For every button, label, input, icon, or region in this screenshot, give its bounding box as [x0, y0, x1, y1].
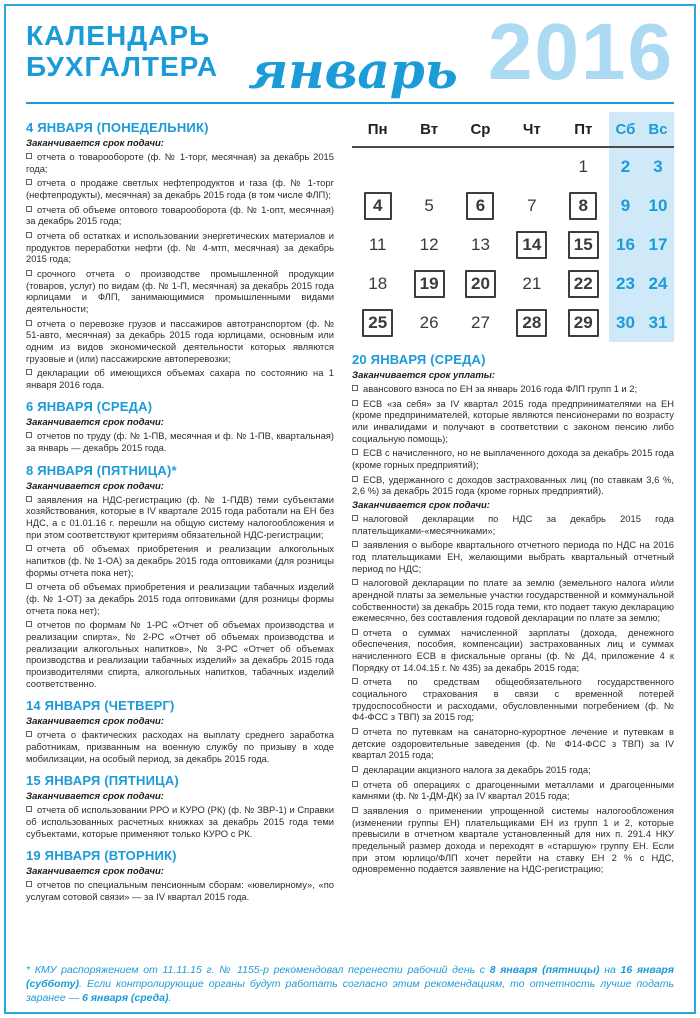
report-item: отчета о суммах начисленной зарплаты (дохода, денежного обеспечения, пособия, компенсации) застрахованных лиц и суммах начисленного ЕСВ в фискальные органы (ф. № Д4, приложение 4 к Порядку от 14.04.15 г. № 435) за декабрь 2015 года; [352, 626, 674, 673]
calendar-week-row [352, 225, 674, 264]
day-header: Пн [352, 112, 403, 147]
checkbox-icon [26, 320, 32, 326]
report-item: ЕСВ «за себя» за IV квартал 2015 года предпринимателями на ЕН (кроме предпринимателей, которые являются пенсионерами по возрасту или инвалидами и получают в соответствии с законом пенсию либо социальную помощь); [352, 397, 674, 444]
checkbox-icon [26, 153, 32, 159]
calendar-day-cell: 17 [642, 225, 674, 264]
footnote-text: на [599, 964, 621, 977]
checkbox-icon [26, 232, 32, 238]
report-item: декларации об имеющихся объемах сахара по состоянию на 1 января 2016 года. [26, 367, 334, 390]
deadline-day-box: 15 [568, 231, 599, 259]
report-item: отчета об объемах приобретения и реализации алкогольных напитков (ф. № 1-ОА) за декабрь 2015 года оптовиками (для розницы формы отчета пока нет); [26, 543, 334, 578]
calendar-section [26, 120, 334, 390]
page-title [26, 20, 218, 83]
checkbox-icon [352, 766, 358, 772]
calendar-day-cell [558, 186, 609, 225]
calendar-day-cell [352, 147, 403, 186]
checkbox-icon [352, 781, 358, 787]
deadline-type-label: Заканчивается срок подачи: [26, 417, 164, 429]
calendar-day-cell: 2 [609, 147, 642, 186]
deadline-type-label: Заканчивается срок подачи: [26, 866, 164, 878]
calendar-day-cell: 21 [522, 273, 542, 293]
report-item: отчета о перевозке грузов и пассажиров автотранспортом (ф. № 51-авто, месячная) за декабрь 2015 года юрлицами, основным или одним из видов экономической деятельности которых являются грузовые и (или) пассажирские автоперевозки; [26, 317, 334, 364]
calendar-day-cell: 11 [368, 234, 387, 254]
checkbox-icon [26, 369, 32, 375]
report-item: отчетов по труду (ф. № 1-ПВ, месячная и ф. № 1-ПВ, квартальная) за январь — декабрь 2015 года. [26, 430, 334, 454]
day-header: Вт [403, 112, 454, 147]
calendar-day-cell: 30 [609, 303, 642, 342]
calendar-week-row [352, 303, 674, 342]
checkbox-icon [26, 583, 32, 589]
footnote-text: . [168, 992, 172, 1005]
calendar-section [26, 399, 334, 453]
calendar-day-cell: 18 [368, 273, 388, 293]
report-item: заявления о применении упрощенной системы налогообложения (изменении группы ЕН) плательщиками ЕН из групп 1 и 2, которые превысили в отчетном квартале установленный для них п. 291.4 НКУ предельный размер дохода и переходят в «старшую» группу ЕН. Если при этом юрлицо/ФЛП хочет перейти на ставку ЕН 2 % с НДС, одновременно подается заявление на НДС-регистрацию; [352, 805, 674, 875]
checkbox-icon [352, 579, 358, 585]
right-column [352, 112, 674, 884]
title-line-2: БУХГАЛТЕРА [26, 51, 219, 83]
checkbox-icon [352, 400, 358, 406]
checkbox-icon [352, 515, 358, 521]
report-item: отчета об использовании РРО и КУРО (РК) (ф. № ЗВР-1) и Справки об использованных расчетных книжках за декабрь 2015 года теми субъектами, которые применяют только КУРО с РК. [26, 804, 334, 839]
calendar-day-cell: 3 [642, 147, 674, 186]
checkbox-icon [26, 545, 32, 551]
report-item: отчета по путевкам на санаторно-курортное лечение и путевкам в детские оздоровительные заведения (ф. № Ф14-ФСС з ТВП) за IV квартал 2015 года; [352, 726, 674, 761]
calendar-day-cell: 13 [471, 234, 490, 254]
day-header: Чт [506, 112, 557, 147]
report-item: отчета об объемах приобретения и реализации табачных изделий (ф. № 1-ОТ) за декабрь 2015 года оптовиками (для розницы формы отчета пока нет); [26, 581, 334, 616]
calendar-section [26, 848, 334, 902]
year-label: 2016 [488, 7, 674, 96]
deadline-day-box: 6 [466, 192, 494, 220]
checkbox-icon [26, 806, 32, 812]
deadline-day-box: 4 [364, 192, 392, 220]
calendar-day-cell [558, 264, 609, 303]
day-header: Ср [455, 112, 506, 147]
report-item: отчета об остатках и использовании энергетических материалов и продуктов переработки нефти (ф. № 4-мтп, месячная) за декабрь 2015 года; [26, 229, 334, 265]
calendar-day-cell [558, 225, 609, 264]
report-item: отчетов по специальным пенсионным сборам: «ювелирному», «по услугам сотовой связи» — за IV квартал 2015 года. [26, 879, 334, 902]
checkbox-icon [352, 449, 358, 455]
calendar-day-cell: 16 [609, 225, 642, 264]
deadline-day-box: 20 [465, 270, 496, 298]
report-item: отчета о фактических расходах на выплату среднего заработка работникам, призванным на военную службу по призыву в ходе мобилизации, на особый период, за декабрь 2015 года. [26, 729, 334, 764]
month-calendar [352, 112, 674, 342]
footnote-text: 8 января (пятницы) [489, 964, 600, 977]
footnote-text: 6 января (среда) [82, 992, 169, 1005]
calendar-day-cell [403, 264, 454, 303]
calendar-day-cell: 5 [424, 195, 434, 215]
checkbox-icon [352, 728, 358, 734]
deadline-day-box: 25 [362, 309, 393, 337]
report-item: ЕСВ, удержанного с доходов застрахованных лиц (по ставкам 3,6 %, 2,6 %) за декабрь 2015 года (кроме горных предприятий). [352, 473, 674, 497]
report-item: ЕСВ с начисленного, но не выплаченного дохода за декабрь 2015 года (кроме горных предприятий); [352, 447, 674, 470]
day-header: Вс [642, 112, 674, 147]
report-item: авансового взноса по ЕН за январь 2016 года ФЛП групп 1 и 2; [352, 383, 674, 395]
checkbox-icon [26, 270, 32, 276]
report-item: налоговой декларации по плате за землю (земельного налога и/или арендной платы за земельные участки государственной и коммунальной собственности) за декабрь 2015 года теми, кто подает такую декларацию ежемесячно, без составления годовой декларации по плате за землю; [352, 577, 674, 624]
calendar-day-cell [403, 147, 454, 186]
calendar-day-cell [506, 225, 557, 264]
calendar-day-cell: 26 [419, 312, 439, 332]
calendar-week-row [352, 186, 674, 225]
report-item: отчета об объеме оптового товарооборота (ф. № 1-опт, месячная) за декабрь 2015 года; [26, 203, 334, 227]
checkbox-icon [26, 621, 32, 627]
footnote-text: . Если контролирующие органы будут работать согласно этим рекомендациям, то отчетность лучше подать заранее — [26, 978, 674, 1005]
checkbox-icon [26, 179, 32, 185]
calendar-day-cell: 10 [642, 186, 674, 225]
footnote-text: * КМУ распоряжением от 11.11.15 г. № 1155-р рекомендовал перенести рабочий день с [26, 964, 490, 977]
section-heading: 8 ЯНВАРЯ (ПЯТНИЦА)* [26, 462, 177, 478]
deadline-type-label: Заканчивается срок подачи: [26, 138, 164, 149]
section-heading: 4 ЯНВАРЯ (ПОНЕДЕЛЬНИК) [26, 120, 209, 135]
deadline-day-box: 28 [516, 309, 547, 337]
section-heading: 6 ЯНВАРЯ (СРЕДА) [26, 399, 153, 415]
report-item: отчетов по формам № 1-РС «Отчет об объемах производства и реализации спирта», № 2-РС «Отчет об объемах производства и реализации алкогольных напитков», № 3-РС «Отчет об объемах производства и реализации табачных изделий» за декабрь 2015 года производителями спирта, алкогольных напитков, табачных изделий соответственно. [26, 619, 334, 689]
calendar-day-cell: 7 [527, 195, 537, 215]
checkbox-icon [26, 432, 32, 438]
section-heading: 19 ЯНВАРЯ (ВТОРНИК) [26, 848, 177, 864]
footnote [26, 964, 674, 1006]
header [26, 7, 674, 104]
calendar-day-cell [352, 186, 403, 225]
calendar-day-cell: 27 [471, 312, 490, 332]
right-sections [352, 352, 674, 875]
calendar-section [352, 352, 674, 875]
calendar-body [352, 147, 674, 342]
deadline-type-label: Заканчивается срок уплаты: [352, 370, 496, 381]
deadline-day-box: 8 [569, 192, 597, 220]
day-header: Сб [609, 112, 642, 147]
report-item: отчета о продаже светлых нефтепродуктов и газа (ф. № 1-торг (нефтепродукты), месячная) за декабрь 2015 года (в том числе ФЛП); [26, 177, 334, 200]
calendar-day-cell [558, 303, 609, 342]
checkbox-icon [26, 496, 32, 502]
calendar-header-row [352, 112, 674, 147]
deadline-type-label: Заканчивается срок подачи: [26, 480, 164, 492]
checkbox-icon [352, 807, 358, 813]
calendar-day-cell [506, 303, 557, 342]
report-item: отчета об операциях с драгоценными металлами и драгоценными камнями (ф. № 1-ДМ-ДК) за IV квартал 2015 года; [352, 778, 674, 802]
calendar-day-cell: 1 [578, 157, 588, 176]
checkbox-icon [26, 206, 32, 212]
deadline-day-box: 22 [568, 270, 599, 298]
checkbox-icon [352, 678, 358, 684]
calendar-day-cell [352, 303, 403, 342]
checkbox-icon [352, 476, 358, 482]
calendar-section [26, 463, 334, 690]
checkbox-icon [26, 881, 32, 887]
report-item: заявления о выборе квартального отчетного периода по НДС на 2016 год плательщиками ЕН, желающими выбрать квартальный отчетный период по НДС; [352, 539, 674, 574]
calendar-day-cell [455, 147, 506, 186]
deadline-day-box: 14 [516, 231, 547, 259]
section-heading: 20 ЯНВАРЯ (СРЕДА) [352, 352, 486, 367]
left-column [26, 112, 334, 912]
checkbox-icon [352, 541, 358, 547]
deadline-type-label: Заканчивается срок подачи: [26, 791, 164, 803]
section-heading: 14 ЯНВАРЯ (ЧЕТВЕРГ) [26, 698, 175, 714]
day-header: Пт [558, 112, 609, 147]
calendar-section [26, 698, 334, 764]
checkbox-icon [26, 731, 32, 737]
section-heading: 15 ЯНВАРЯ (ПЯТНИЦА) [26, 773, 179, 789]
calendar-day-cell [455, 264, 506, 303]
calendar-week-row [352, 147, 674, 186]
calendar-day-cell [506, 147, 557, 186]
calendar-day-cell: 12 [419, 234, 439, 254]
report-item: отчета по средствам общеобязательного государственного социального страхования в связи с временной потерей трудоспособности и расходами, обусловленными погребением (ф. № Ф4-ФСС з ТВП) за 2015 год; [352, 676, 674, 723]
calendar-day-cell [455, 186, 506, 225]
footnote-text: 16 января (субботу) [26, 964, 675, 991]
content-columns [26, 112, 674, 912]
deadline-type-label: Заканчивается срок подачи: [26, 716, 164, 728]
calendar-week-row [352, 264, 674, 303]
calendar-section [26, 773, 334, 839]
calendar-day-cell: 23 [609, 264, 642, 303]
month-name: январь [248, 41, 458, 100]
report-item: налоговой декларации по НДС за декабрь 2015 года плательщиками-«месячниками»; [352, 512, 674, 536]
title-line-1: КАЛЕНДАРЬ [26, 20, 211, 51]
calendar-day-cell: 31 [642, 303, 674, 342]
calendar-day-cell: 9 [609, 186, 642, 225]
deadline-day-box: 19 [414, 270, 445, 298]
deadline-type-label: Заканчивается срок подачи: [352, 499, 490, 511]
report-item: отчета о товарообороте (ф. № 1-торг, месячная) за декабрь 2015 года; [26, 151, 334, 174]
report-item: срочного отчета о производстве промышленной продукции (товаров, услуг) по видам (ф. № 1-П, месячная) за декабрь 2015 года юрлицами и ФЛП, занимающимися промышленными видами деятельности; [26, 267, 334, 314]
calendar-header [352, 112, 674, 147]
report-item: декларации акцизного налога за декабрь 2015 года; [352, 764, 674, 776]
calendar-day-cell: 24 [642, 264, 674, 303]
checkbox-icon [352, 629, 358, 635]
deadline-day-box: 29 [568, 309, 599, 337]
checkbox-icon [352, 385, 358, 391]
report-item: заявления на НДС-регистрацию (ф. № 1-ПДВ) теми субъектами хозяйствования, которые в IV квартале 2015 года работали на ЕН без НДС, а с 01.01.16 г. перешли на общую систему налогообложения и при этом соответствуют критериям обязательной НДС-регистрации; [26, 493, 334, 540]
